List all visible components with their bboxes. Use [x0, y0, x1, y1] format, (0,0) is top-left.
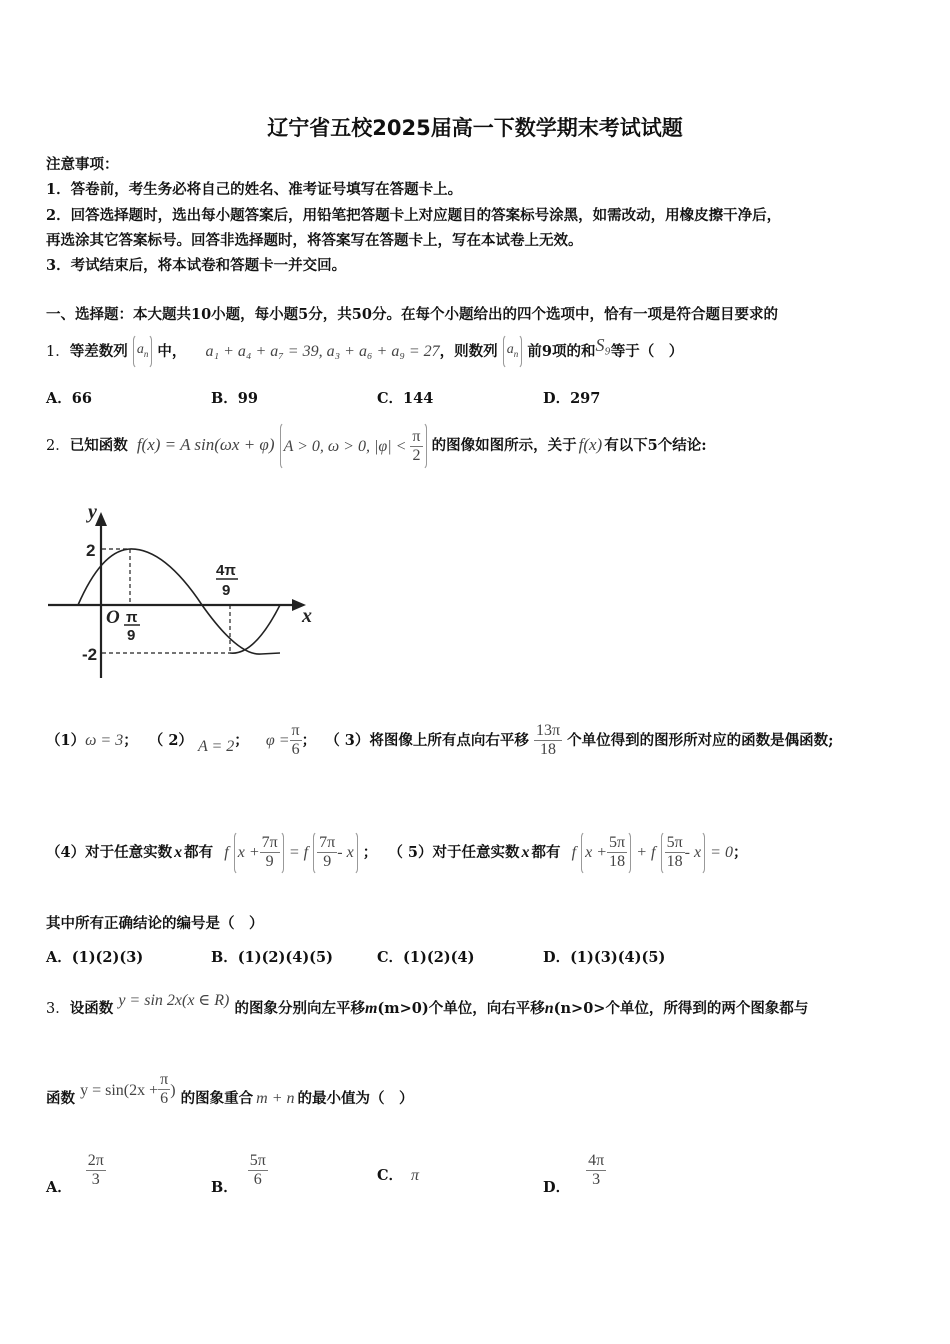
c3-text: 个单位得到的图形所对应的函数是偶函数; [567, 732, 834, 749]
q2-option-a[interactable]: A．(1)(2)(3) [46, 949, 144, 966]
q3-func2-frac: $\frac{\pi}{6}$ [160, 1071, 169, 1107]
q2-condition: A > 0, ω > 0, |φ| < $\frac{\pi}{2}$ [280, 422, 427, 470]
c5-arg-2: $\frac{5\pi}{18}$ - x [661, 831, 706, 875]
c5-label: （ 5）对于任意实数 [388, 844, 520, 861]
notice-item-2b: 再选涂其它答案标号。回答非选择题时，将答案写在答题卡上，写在本试卷上无效。 [46, 232, 583, 249]
y-label: y [88, 501, 97, 523]
notice-item-1: 1．答卷前，考生务必将自己的姓名、准考证号填写在答题卡上。 [46, 181, 463, 198]
c2-label: （ 2） [148, 732, 193, 749]
x1-den: 9 [127, 627, 136, 644]
c5-f: f [571, 844, 577, 861]
c5-end: = 0 [710, 844, 733, 861]
c1-label: （1） [46, 732, 86, 749]
q3-option-c[interactable]: C． π [377, 1167, 420, 1184]
c3-shift: $\frac{13\pi}{18}$ [535, 722, 561, 758]
q1-option-c[interactable]: C．144 [377, 390, 434, 407]
c2-value: A = 2 [198, 738, 235, 755]
q1-option-d[interactable]: D．297 [543, 390, 601, 407]
c4-arg-2: $\frac{7\pi}{9}$ - x [313, 831, 358, 875]
q3-text-3: 个单位，向右平移 [428, 1000, 545, 1017]
notice-heading: 注意事项： [46, 156, 119, 173]
q2-option-d[interactable]: D．(1)(3)(4)(5) [543, 949, 666, 966]
q1-option-b[interactable]: B．99 [211, 390, 258, 407]
c3-label: （ 3）将图像上所有点向右平移 [325, 732, 529, 749]
q1-text-2: 中， [157, 343, 187, 360]
c3-phi-frac: $\frac{\pi}{6}$ [291, 722, 300, 758]
c3-phi: φ = [265, 732, 290, 749]
question-3-line-2 [46, 1068, 414, 1114]
conclusions-1-3 [46, 710, 833, 770]
q2-option-c[interactable]: C．(1)(2)(4) [377, 949, 475, 966]
q3-text-2: 的图象分别向左平移 [234, 1000, 365, 1017]
q1-condition: a₁ + a₄ + a₇ = 39, a₃ + a₆ + a₉ = 27 [205, 343, 440, 360]
q1-s9: S₉ [595, 335, 611, 355]
c5-x: x [521, 844, 530, 861]
q3-text-5: 函数 [46, 1090, 75, 1107]
q3-ncond: (n>0> [553, 1000, 606, 1017]
x-label: x [302, 605, 312, 627]
y-max-label: 2 [86, 541, 96, 560]
c2-sep: ； [234, 732, 249, 749]
c1-value: ω = 3 [85, 732, 124, 749]
q2-option-b[interactable]: B．(1)(2)(4)(5) [211, 949, 333, 966]
page-title: 辽宁省五校2025届高一下数学期末考试试题 [267, 116, 683, 140]
q3-mn: m + n [256, 1090, 295, 1107]
q2-text-3: 有以下5个结论: [604, 437, 707, 454]
q2-text-2: 的图像如图所示，关于 [431, 437, 577, 454]
c4-has: 都有 [184, 844, 214, 861]
c5-semi: ； [732, 844, 748, 861]
q2-fx: f(x) [578, 435, 603, 454]
c1-sep: ； [123, 732, 138, 749]
q1-seq-2: $a_n$ [503, 334, 523, 370]
c5-plus: + f [636, 844, 656, 861]
q2-function: f(x) = A sin(ωx + φ) [136, 435, 275, 454]
x1-num: π [126, 609, 138, 626]
q2-prompt: 其中所有正确结论的编号是（ ） [46, 915, 264, 932]
q1-text-1: 等差数列 [69, 343, 128, 360]
q3-mcond: (m>0) [377, 1000, 429, 1017]
q1-option-a[interactable]: A．66 [46, 390, 92, 407]
sine-graph [44, 498, 329, 683]
q1-number: 1． [46, 344, 70, 360]
q2-number: 2． [46, 438, 70, 454]
q3-m: m [364, 1000, 378, 1017]
q3-option-b[interactable]: B． $\frac{5\pi}{6}$ [211, 1152, 266, 1196]
q1-seq-1: $a_n$ [133, 334, 153, 370]
conclusions-4-5 [46, 822, 747, 882]
q1-text-4: 前9项的和 [527, 343, 596, 360]
q3-func2-a: y = sin(2x + [80, 1082, 159, 1099]
q3-func2-b: ) [170, 1082, 176, 1099]
c4-label: （4）对于任意实数 [46, 844, 173, 861]
origin-label: O [106, 607, 120, 628]
c4-semi: ； [362, 844, 378, 861]
c4-eq: = f [288, 844, 309, 861]
notice-item-3: 3．考试结束后，将本试卷和答题卡一并交回。 [46, 257, 347, 274]
c4-x: x [174, 844, 183, 861]
question-3 [46, 980, 808, 1016]
q3-number: 3． [46, 1001, 70, 1017]
notice-item-2a: 2．回答选择题时，选出每小题答案后，用铅笔把答题卡上对应题目的答案标号涂黑，如需改动，用橡皮擦干净后， [46, 207, 782, 224]
sine-curve-1 [78, 549, 280, 654]
q3-text-7: 的最小值为（ ） [297, 1090, 414, 1107]
c4-f: f [224, 844, 229, 861]
q3-text-1: 设函数 [69, 1000, 114, 1017]
q3-n: n [544, 1000, 554, 1017]
q3-text-4: 个单位，所得到的两个图象都与 [605, 1000, 809, 1017]
x2-num: 4π [216, 562, 236, 579]
c5-arg-1: x + $\frac{5\pi}{18}$ [581, 831, 631, 875]
q3-function: y = sin 2x(x ∈ R) [118, 992, 230, 1009]
q2-text-1: 已知函数 [69, 437, 128, 454]
x2-den: 9 [222, 582, 231, 599]
q3-option-d[interactable]: D． $\frac{4\pi}{3}$ [543, 1152, 605, 1196]
q1-text-3: ，则数列 [439, 343, 498, 360]
question-2 [46, 420, 707, 470]
c3-sep: ； [301, 732, 317, 749]
section-heading: 一、选择题：本大题共10小题，每小题5分，共50分。在每个小题给出的四个选项中，恰有一项是符合题目要求的 [46, 306, 778, 323]
sine-curve-2 [230, 605, 280, 653]
y-min-label: -2 [82, 645, 98, 664]
q3-option-a[interactable]: A． $\frac{2\pi}{3}$ [46, 1152, 104, 1196]
q1-text-5: 等于（ ） [610, 343, 684, 360]
c5-has: 都有 [531, 844, 561, 861]
question-1 [46, 330, 683, 360]
q3-text-6: 的图象重合 [180, 1090, 254, 1107]
c4-arg-1: x + $\frac{7\pi}{9}$ [234, 831, 284, 875]
